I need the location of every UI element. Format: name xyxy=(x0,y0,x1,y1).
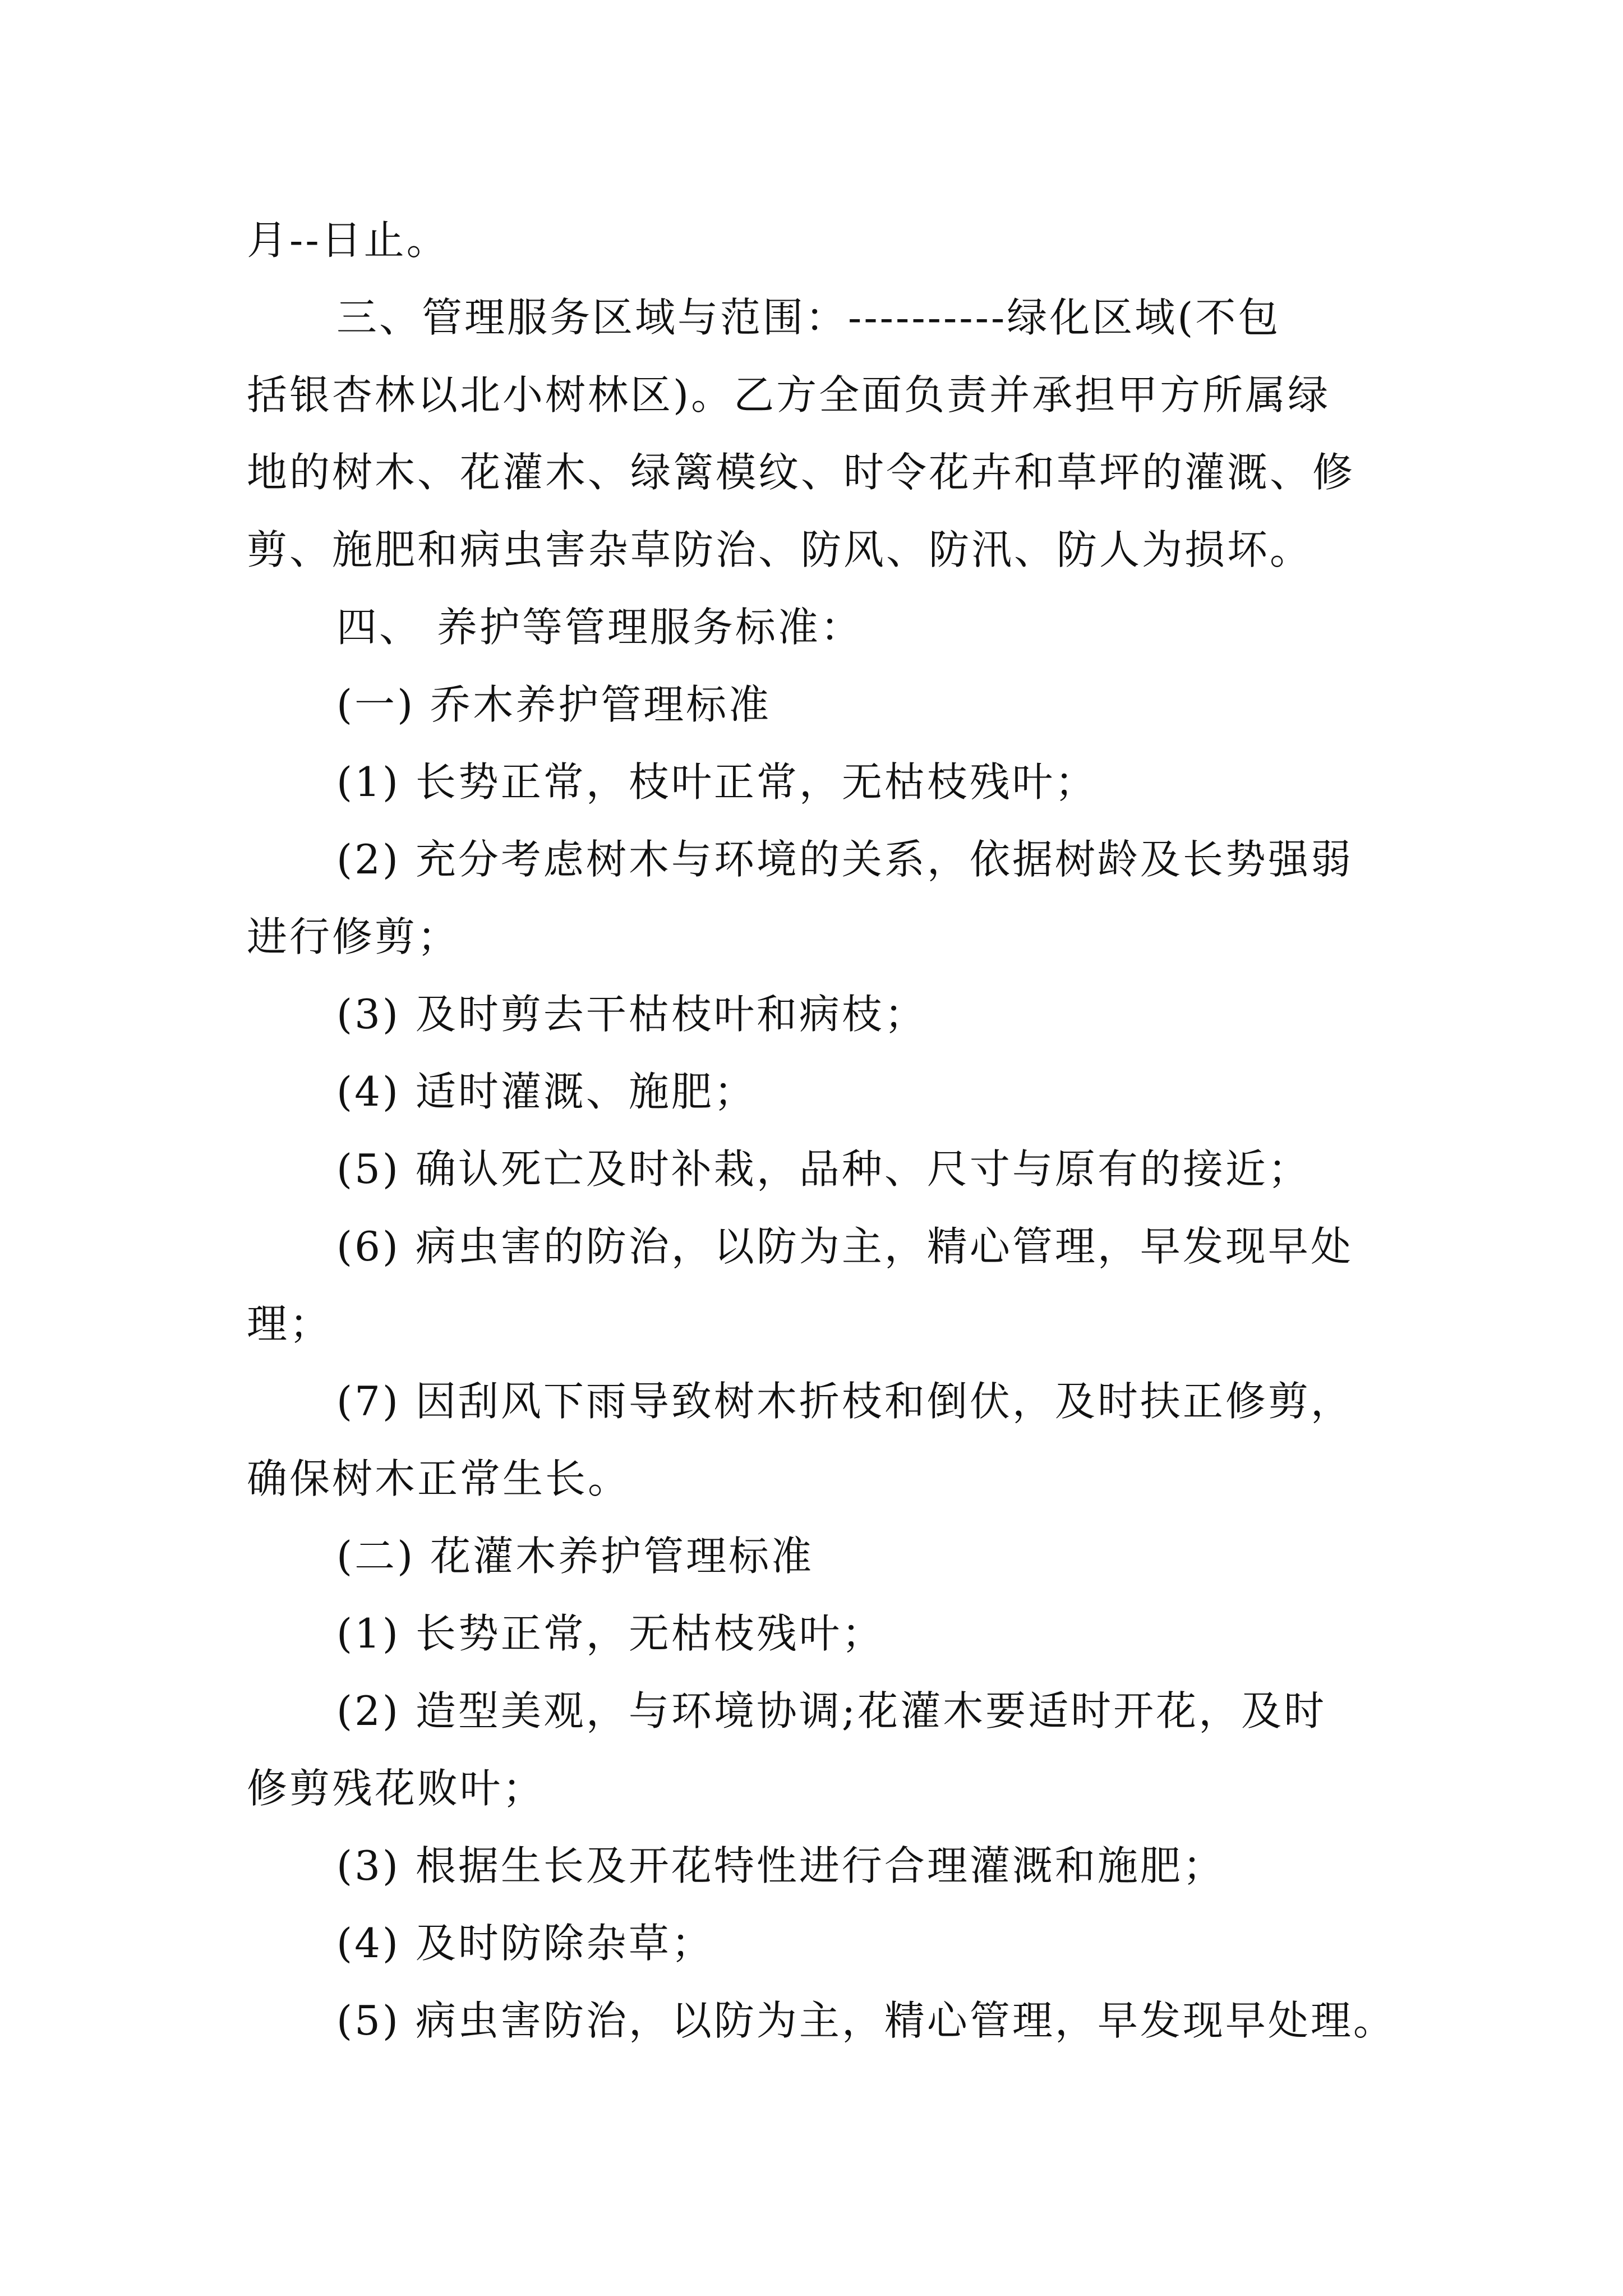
text-line-6: 四、 养护等管理服务标准： xyxy=(336,604,863,651)
text-line-22: (3) 根据生长及开花特性进行合理灌溉和施肥； xyxy=(336,1842,1225,1889)
text-line-12: (4) 适时灌溉、施肥； xyxy=(336,1068,757,1115)
text-line-16: (7) 因刮风下雨导致树木折枝和倒伏，及时扶正修剪， xyxy=(336,1378,1353,1425)
text-line-5: 剪、施肥和病虫害杂草防治、防风、防汛、防人为损坏。 xyxy=(247,526,1313,573)
text-line-9: (2) 充分考虑树木与环境的关系，依据树龄及长势强弱 xyxy=(336,836,1353,883)
text-line-4: 地的树木、花灌木、绿篱模纹、时令花卉和草坪的灌溉、修 xyxy=(247,449,1355,496)
text-line-23: (4) 及时防除杂草； xyxy=(336,1920,714,1967)
text-line-3: 括银杏林以北小树林区)。乙方全面负责并承担甲方所属绿 xyxy=(247,371,1331,418)
text-line-11: (3) 及时剪去干枯枝叶和病枝； xyxy=(336,991,927,1038)
text-line-13: (5) 确认死亡及时补栽，品种、尺寸与原有的接近； xyxy=(336,1145,1311,1193)
text-line-17: 确保树木正常生长。 xyxy=(247,1455,631,1502)
text-line-19: (1) 长势正常，无枯枝残叶； xyxy=(336,1610,884,1657)
text-line-20: (2) 造型美观，与环境协调;花灌木要适时开花，及时 xyxy=(336,1687,1327,1734)
text-line-15: 理； xyxy=(247,1300,333,1347)
text-line-7: (一) 乔木养护管理标准 xyxy=(336,681,772,728)
text-line-21: 修剪残花败叶； xyxy=(247,1765,546,1812)
text-line-2: 三、管理服务区域与范围：----------绿化区域(不包 xyxy=(336,294,1281,341)
text-line-1: 月--日止。 xyxy=(247,217,449,264)
text-line-8: (1) 长势正常，枝叶正常，无枯枝残叶； xyxy=(336,758,1098,806)
text-line-10: 进行修剪； xyxy=(247,913,460,960)
text-line-24: (5) 病虫害防治，以防为主，精心管理，早发现早处理。 xyxy=(336,1997,1396,2044)
text-line-14: (6) 病虫害的防治，以防为主，精心管理，早发现早处 xyxy=(336,1223,1353,1270)
text-line-18: (二) 花灌木养护管理标准 xyxy=(336,1533,814,1580)
